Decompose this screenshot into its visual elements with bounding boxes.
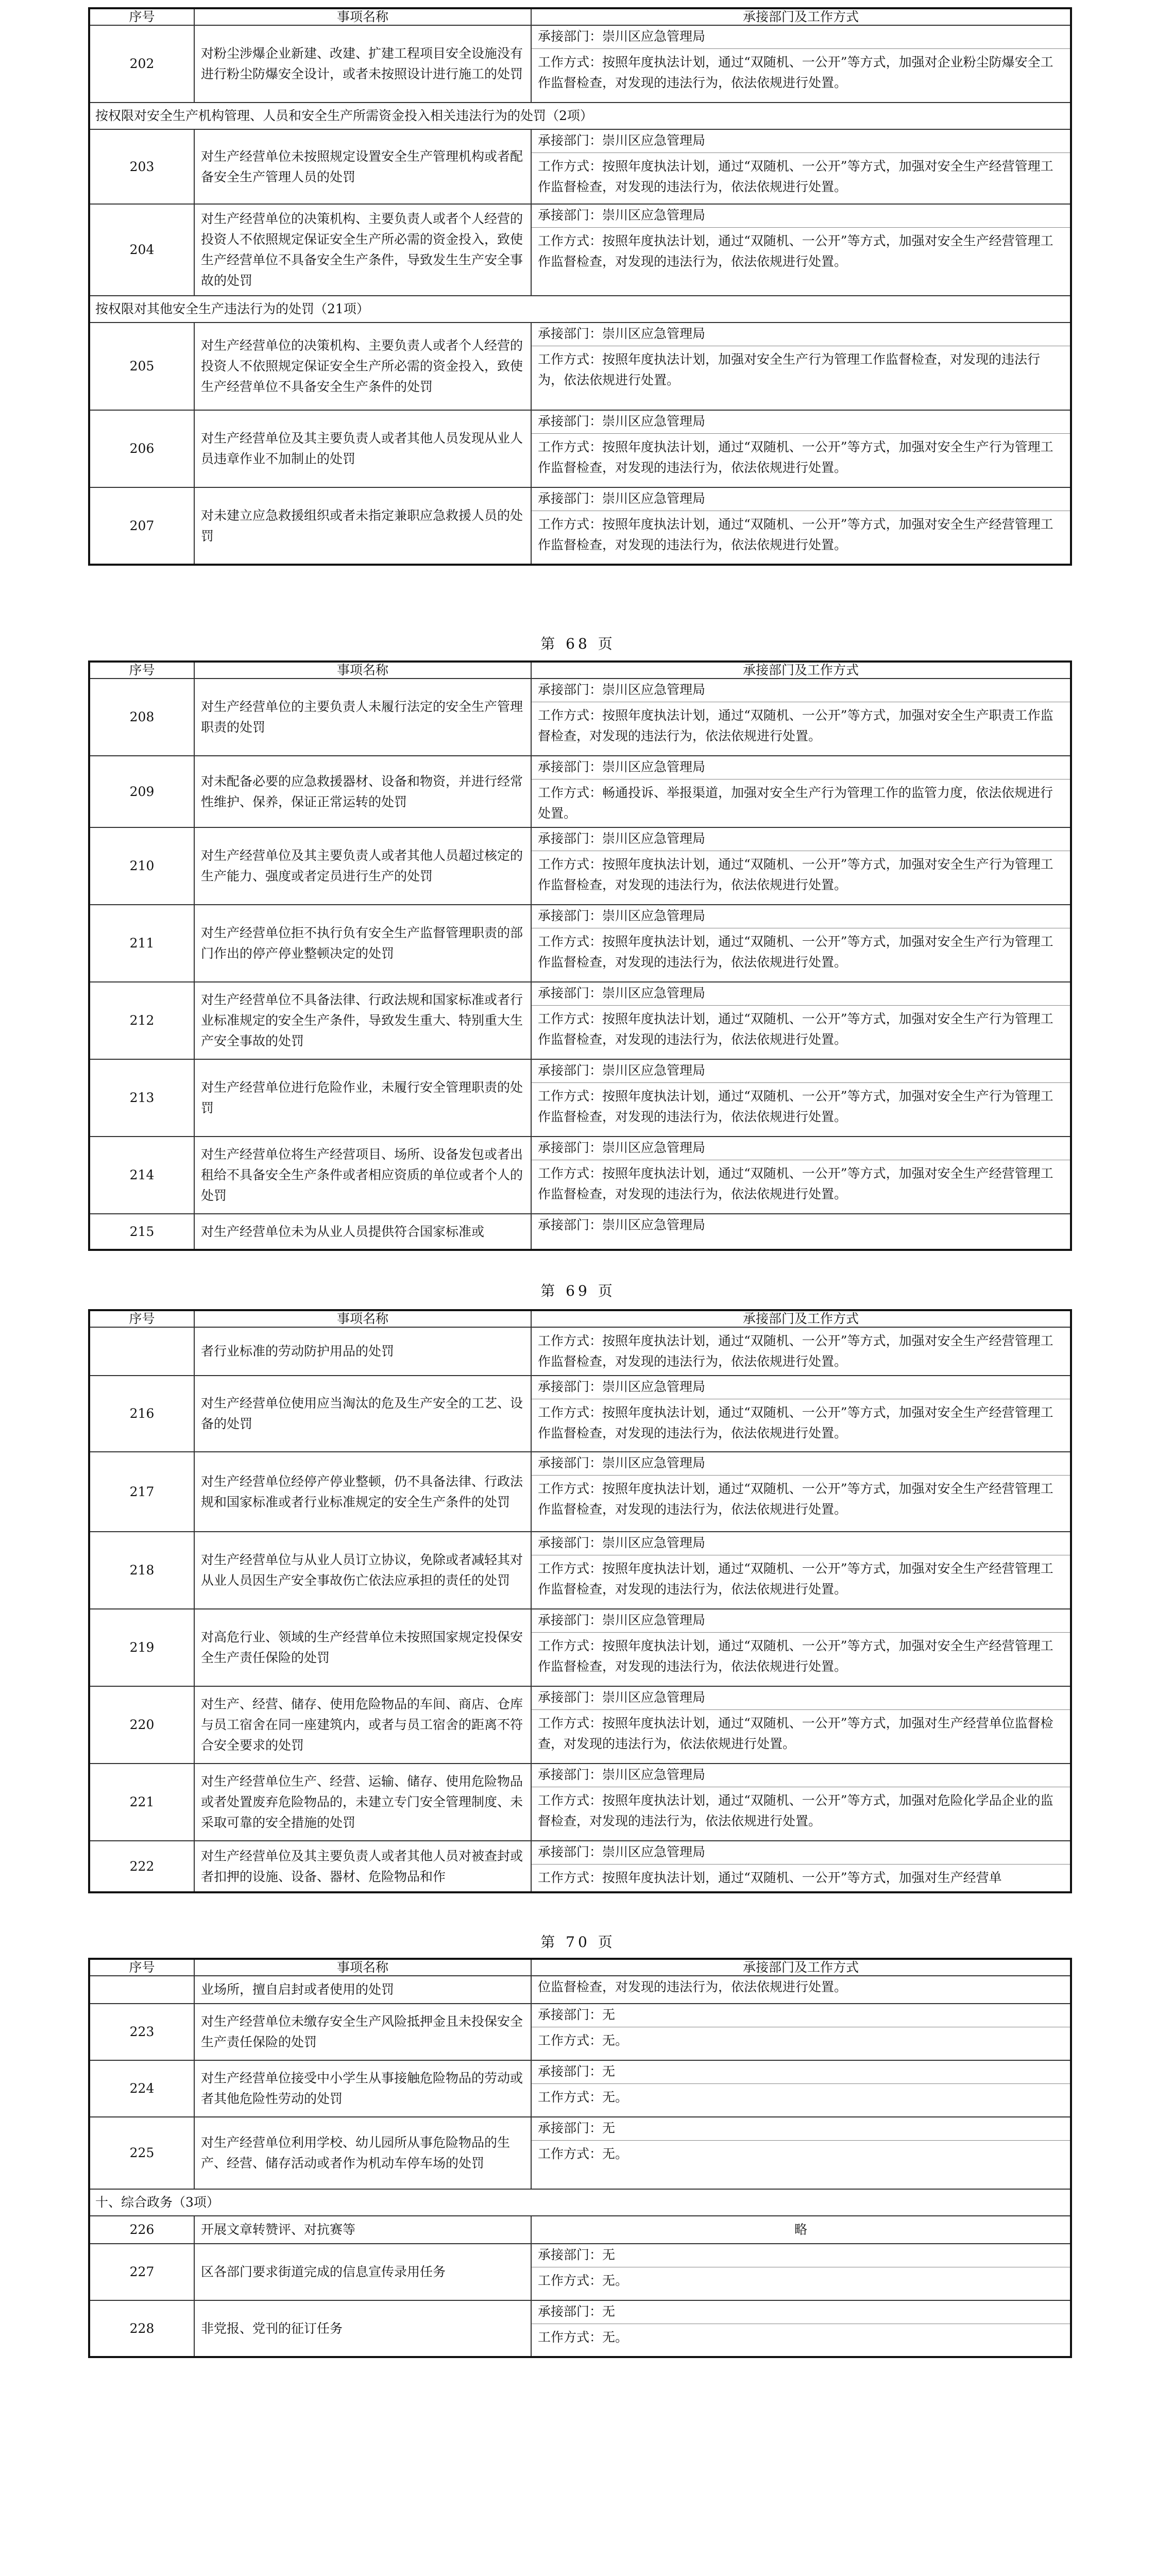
dept-unit: 承接部门：崇川区应急管理局 [532, 1687, 1070, 1710]
dept-omitted: 略 [531, 2216, 1071, 2244]
dept-cell [531, 2117, 1071, 2189]
page-69-body [89, 679, 1071, 1250]
page-no: 70 [566, 1934, 590, 1951]
page-68-table [88, 7, 1072, 566]
work-method: 工作方式：按照年度执法计划，通过“双随机、一公开”等方式，加强对安全生产经营管理工作监督检查，对发现的违法行为，依法依规进行处置。 [538, 517, 1053, 552]
section-title: 按权限对安全生产机构管理、人员和安全生产所需资金投入相关违法行为的处罚（2项） [89, 103, 1071, 129]
page-70-table [88, 1309, 1072, 1893]
table-row [89, 2244, 1071, 2300]
work-method: 工作方式：按照年度执法计划，通过“双随机、一公开”等方式，加强对生产经营单 [538, 1870, 1002, 1885]
item-name: 对生产经营单位生产、经营、运输、储存、使用危险物品或者处置废弃危险物品的，未建立专门安全管理制度、未采取可靠的安全措施的处罚 [194, 1764, 531, 1841]
dept-cell [531, 204, 1071, 296]
table-row [89, 2216, 1071, 2244]
header-row [89, 662, 1071, 679]
row-number: 219 [89, 1609, 194, 1686]
section-row [89, 2189, 1071, 2216]
dept-unit: 承接部门：崇川区应急管理局 [538, 1217, 706, 1232]
dept-unit: 承接部门：崇川区应急管理局 [532, 205, 1070, 228]
table-row [89, 1609, 1071, 1686]
item-name: 对生产经营单位与从业人员订立协议，免除或者减轻其对从业人员因生产安全事故伤亡依法应承担的责任的处罚 [194, 1532, 531, 1609]
page-no: 68 [566, 635, 590, 652]
table-row [89, 129, 1071, 204]
header-name: 事项名称 [194, 1310, 531, 1327]
table-row [89, 1686, 1071, 1764]
header-num: 序号 [89, 8, 194, 25]
item-name: 业场所，擅自启封或者使用的处罚 [194, 1976, 531, 2004]
dept-unit: 承接部门：崇川区应急管理局 [532, 982, 1070, 1006]
table-row [89, 679, 1071, 756]
table-row [89, 1376, 1071, 1452]
row-number [89, 1327, 194, 1376]
dept-cell [531, 1137, 1071, 1214]
item-name: 开展文章转赞评、对抗赛等 [194, 2216, 531, 2244]
item-name: 对生产经营单位不具备法律、行政法规和国家标准或者行业标准规定的安全生产条件，导致发生重大、特别重大生产安全事故的处罚 [194, 982, 531, 1059]
dept-unit: 承接部门：崇川区应急管理局 [532, 1137, 1070, 1160]
dept-cell [531, 1609, 1071, 1686]
page-no: 69 [566, 1282, 590, 1299]
table-row [89, 1327, 1071, 1376]
row-number: 207 [89, 487, 194, 565]
row-number: 213 [89, 1059, 194, 1137]
work-method: 工作方式：按照年度执法计划，通过“双随机、一公开”等方式，加强对安全生产行为管理工作监督检查，对发现的违法行为，依法依规进行处置。 [538, 1011, 1053, 1047]
table-row [89, 982, 1071, 1059]
dept-cell [531, 1976, 1071, 2004]
item-name: 对生产经营单位使用应当淘汰的危及生产安全的工艺、设备的处罚 [194, 1376, 531, 1452]
dept-unit: 承接部门：崇川区应急管理局 [532, 130, 1070, 153]
dept-cell [531, 1686, 1071, 1764]
dept-unit: 承接部门：无 [532, 2117, 1070, 2141]
dept-cell [531, 982, 1071, 1059]
dept-cell [531, 2004, 1071, 2060]
dept-cell [531, 487, 1071, 565]
row-number: 214 [89, 1137, 194, 1214]
dept-unit: 承接部门：崇川区应急管理局 [532, 1764, 1070, 1787]
table-row [89, 204, 1071, 296]
dept-unit: 承接部门：崇川区应急管理局 [532, 828, 1070, 851]
row-number: 202 [89, 25, 194, 103]
row-number: 204 [89, 204, 194, 296]
work-method: 工作方式：无。 [538, 2090, 628, 2105]
dept-cell [531, 1841, 1071, 1892]
work-method: 工作方式：按照年度执法计划，通过“双随机、一公开”等方式，加强对安全生产经营管理工作监督检查，对发现的违法行为，依法依规进行处置。 [538, 233, 1053, 269]
table-row [89, 827, 1071, 905]
row-number: 228 [89, 2300, 194, 2357]
work-method: 工作方式：按照年度执法计划，通过“双随机、一公开”等方式，加强对安全生产经营管理工作监督检查，对发现的违法行为，依法依规进行处置。 [538, 159, 1053, 194]
dept-unit: 承接部门：无 [532, 2244, 1070, 2267]
item-name: 对高危行业、领域的生产经营单位未按照国家规定投保安全生产责任保险的处罚 [194, 1609, 531, 1686]
header-row [89, 1310, 1071, 1327]
work-method: 工作方式：按照年度执法计划，通过“双随机、一公开”等方式，加强对安全生产经营管理工作监督检查，对发现的违法行为，依法依规进行处置。 [538, 1638, 1053, 1674]
item-name: 对粉尘涉爆企业新建、改建、扩建工程项目安全设施没有进行粉尘防爆安全设计，或者未按照设计进行施工的处罚 [194, 25, 531, 103]
item-name: 对生产经营单位经停产停业整顿，仍不具备法律、行政法规和国家标准或者行业标准规定的安全生产条件的处罚 [194, 1452, 531, 1532]
row-number: 226 [89, 2216, 194, 2244]
dept-cell [531, 905, 1071, 982]
work-method: 工作方式：无。 [538, 2033, 628, 2048]
table-row [89, 2300, 1071, 2357]
table-row [89, 323, 1071, 410]
work-method: 工作方式：按照年度执法计划，通过“双随机、一公开”等方式，加强对安全生产行为管理工作监督检查，对发现的违法行为，依法依规进行处置。 [538, 934, 1053, 970]
dept-unit: 承接部门：崇川区应急管理局 [532, 411, 1070, 434]
dept-unit: 承接部门：崇川区应急管理局 [532, 1841, 1070, 1865]
row-number: 224 [89, 2060, 194, 2117]
item-name: 对生产经营单位及其主要负责人或者其他人员发现从业人员违章作业不加制止的处罚 [194, 410, 531, 487]
table-row [89, 905, 1071, 982]
table-row [89, 1764, 1071, 1841]
work-method: 工作方式：无。 [538, 2146, 628, 2161]
dept-unit: 承接部门：崇川区应急管理局 [532, 1060, 1070, 1083]
dept-cell [531, 1214, 1071, 1250]
table-row [89, 2004, 1071, 2060]
item-name: 对未建立应急救援组织或者未指定兼职应急救援人员的处罚 [194, 487, 531, 565]
section-row [89, 296, 1071, 323]
table-row [89, 1976, 1071, 2004]
table-row [89, 1059, 1071, 1137]
page-69-table [88, 660, 1072, 1251]
table-row [89, 756, 1071, 827]
item-name: 对生产经营单位的主要负责人未履行法定的安全生产管理职责的处罚 [194, 679, 531, 756]
header-name: 事项名称 [194, 662, 531, 679]
work-method: 工作方式：按照年度执法计划，加强对安全生产行为管理工作监督检查，对发现的违法行为，依法依规进行处置。 [538, 352, 1041, 387]
item-name: 对生产经营单位拒不执行负有安全生产监督管理职责的部门作出的停产停业整顿决定的处罚 [194, 905, 531, 982]
work-method: 工作方式：按照年度执法计划，通过“双随机、一公开”等方式，加强对安全生产经营管理工作监督检查，对发现的违法行为，依法依规进行处置。 [538, 1333, 1053, 1369]
row-number: 210 [89, 827, 194, 905]
item-name: 对生产经营单位利用学校、幼儿园所从事危险物品的生产、经营、储存活动或者作为机动车停车场的处罚 [194, 2117, 531, 2189]
dept-unit: 承接部门：崇川区应急管理局 [532, 26, 1070, 49]
header-dept: 承接部门及工作方式 [531, 1959, 1071, 1976]
dept-unit: 承接部门：崇川区应急管理局 [532, 905, 1070, 928]
dept-unit: 承接部门：崇川区应急管理局 [532, 488, 1070, 511]
row-number: 215 [89, 1214, 194, 1250]
work-method: 工作方式：按照年度执法计划，通过“双随机、一公开”等方式，加强对安全生产职责工作监督检查，对发现的违法行为，依法依规进行处置。 [538, 708, 1053, 743]
header-num: 序号 [89, 662, 194, 679]
row-number: 225 [89, 2117, 194, 2189]
header-name: 事项名称 [194, 1959, 531, 1976]
item-name: 区各部门要求街道完成的信息宣传录用任务 [194, 2244, 531, 2300]
item-name: 对生产经营单位将生产经营项目、场所、设备发包或者出租给不具备安全生产条件或者相应资质的单位或者个人的处罚 [194, 1137, 531, 1214]
dept-unit: 承接部门：崇川区应急管理局 [532, 1609, 1070, 1633]
dept-unit: 承接部门：崇川区应急管理局 [532, 1452, 1070, 1476]
header-dept: 承接部门及工作方式 [531, 662, 1071, 679]
header-dept: 承接部门及工作方式 [531, 1310, 1071, 1327]
table-row [89, 2117, 1071, 2189]
dept-cell [531, 2060, 1071, 2117]
dept-cell [531, 1327, 1071, 1376]
dept-cell [531, 1764, 1071, 1841]
table-row [89, 1137, 1071, 1214]
dept-cell [531, 129, 1071, 204]
page-number-70 [0, 1931, 1156, 1952]
page-71-body [89, 1976, 1071, 2357]
section-row [89, 103, 1071, 129]
item-name: 对生产经营单位及其主要负责人或者其他人员对被查封或者扣押的设施、设备、器材、危险物品和作 [194, 1841, 531, 1892]
dept-cell [531, 1452, 1071, 1532]
page-68-body [89, 25, 1071, 565]
work-method: 工作方式：按照年度执法计划，通过“双随机、一公开”等方式，加强对企业粉尘防爆安全工作监督检查，对发现的违法行为，依法依规进行处置。 [538, 55, 1053, 90]
work-method: 工作方式：按照年度执法计划，通过“双随机、一公开”等方式，加强对危险化学品企业的监督检查，对发现的违法行为，依法依规进行处置。 [538, 1793, 1053, 1828]
header-dept: 承接部门及工作方式 [531, 8, 1071, 25]
page-post: 页 [598, 1934, 616, 1951]
row-number: 217 [89, 1452, 194, 1532]
table-row [89, 1841, 1071, 1892]
work-method: 工作方式：按照年度执法计划，通过“双随机、一公开”等方式，加强对安全生产行为管理工作监督检查，对发现的违法行为，依法依规进行处置。 [538, 439, 1053, 475]
dept-cell [531, 323, 1071, 410]
row-number: 222 [89, 1841, 194, 1892]
work-method: 工作方式：畅通投诉、举报渠道，加强对安全生产行为管理工作的监管力度，依法依规进行处置。 [538, 785, 1053, 821]
table-row [89, 487, 1071, 565]
section-title: 按权限对其他安全生产违法行为的处罚（21项） [89, 296, 1071, 323]
dept-unit: 承接部门：崇川区应急管理局 [532, 756, 1070, 779]
dept-unit: 承接部门：崇川区应急管理局 [532, 323, 1070, 346]
item-name: 对生产、经营、储存、使用危险物品的车间、商店、仓库与员工宿舍在同一座建筑内，或者与员工宿舍的距离不符合安全要求的处罚 [194, 1686, 531, 1764]
dept-cell [531, 679, 1071, 756]
item-name: 对生产经营单位的决策机构、主要负责人或者个人经营的投资人不依照规定保证安全生产所必需的资金投入，致使生产经营单位不具备安全生产条件，导致发生生产安全事故的处罚 [194, 204, 531, 296]
row-number: 221 [89, 1764, 194, 1841]
table-row [89, 410, 1071, 487]
work-method: 工作方式：按照年度执法计划，通过“双随机、一公开”等方式，加强对安全生产经营管理工作监督检查，对发现的违法行为，依法依规进行处置。 [538, 1166, 1053, 1201]
dept-cell [531, 1059, 1071, 1137]
dept-unit: 承接部门：无 [532, 2061, 1070, 2084]
dept-unit: 承接部门：无 [532, 2004, 1070, 2027]
row-number: 208 [89, 679, 194, 756]
work-method: 工作方式：按照年度执法计划，通过“双随机、一公开”等方式，加强对安全生产经营管理工作监督检查，对发现的违法行为，依法依规进行处置。 [538, 1561, 1053, 1597]
page-number-68 [0, 633, 1156, 653]
dept-unit: 承接部门：崇川区应急管理局 [532, 1532, 1070, 1555]
header-name: 事项名称 [194, 8, 531, 25]
work-method: 工作方式：按照年度执法计划，通过“双随机、一公开”等方式，加强对安全生产行为管理工作监督检查，对发现的违法行为，依法依规进行处置。 [538, 857, 1053, 892]
row-number: 220 [89, 1686, 194, 1764]
page-pre: 第 [540, 1934, 558, 1951]
header-row [89, 1959, 1071, 1976]
dept-cell [531, 827, 1071, 905]
work-method: 工作方式：无。 [538, 2273, 628, 2288]
dept-cell [531, 756, 1071, 827]
table-row [89, 1532, 1071, 1609]
work-method: 工作方式：按照年度执法计划，通过“双随机、一公开”等方式，加强对生产经营单位监督检查，对发现的违法行为，依法依规进行处置。 [538, 1716, 1053, 1751]
dept-cell [531, 1376, 1071, 1452]
item-name: 对生产经营单位未为从业人员提供符合国家标准或 [194, 1214, 531, 1250]
work-method: 工作方式：按照年度执法计划，通过“双随机、一公开”等方式，加强对安全生产行为管理工作监督检查，对发现的违法行为，依法依规进行处置。 [538, 1089, 1053, 1124]
work-method: 工作方式：无。 [538, 2330, 628, 2345]
row-number: 218 [89, 1532, 194, 1609]
page-pre: 第 [540, 635, 558, 652]
row-number: 205 [89, 323, 194, 410]
row-number: 216 [89, 1376, 194, 1452]
header-num: 序号 [89, 1310, 194, 1327]
row-number: 206 [89, 410, 194, 487]
page-post: 页 [598, 1282, 616, 1299]
dept-cell [531, 25, 1071, 103]
row-number: 212 [89, 982, 194, 1059]
page-71-table [88, 1958, 1072, 2358]
item-name: 非党报、党刊的征订任务 [194, 2300, 531, 2357]
row-number: 211 [89, 905, 194, 982]
page-post: 页 [598, 635, 616, 652]
dept-cell [531, 410, 1071, 487]
row-number: 223 [89, 2004, 194, 2060]
page-number-69 [0, 1280, 1156, 1300]
row-number: 227 [89, 2244, 194, 2300]
header-num: 序号 [89, 1959, 194, 1976]
item-name: 对生产经营单位及其主要负责人或者其他人员超过核定的生产能力、强度或者定员进行生产的处罚 [194, 827, 531, 905]
work-method: 工作方式：按照年度执法计划，通过“双随机、一公开”等方式，加强对安全生产经营管理工作监督检查，对发现的违法行为，依法依规进行处置。 [538, 1481, 1053, 1517]
row-number: 203 [89, 129, 194, 204]
header-row [89, 8, 1071, 25]
table-row [89, 25, 1071, 103]
page-71-table-wrap [88, 1958, 1070, 2358]
dept-unit: 承接部门：无 [532, 2301, 1070, 2324]
item-name: 对生产经营单位未按照规定设置安全生产管理机构或者配备安全生产管理人员的处罚 [194, 129, 531, 204]
table-row [89, 1214, 1071, 1250]
work-method: 工作方式：按照年度执法计划，通过“双随机、一公开”等方式，加强对安全生产经营管理工作监督检查，对发现的违法行为，依法依规进行处置。 [538, 1405, 1053, 1440]
dept-cell [531, 2300, 1071, 2357]
dept-cell [531, 2244, 1071, 2300]
dept-cell [531, 1532, 1071, 1609]
row-number [89, 1976, 194, 2004]
table-row [89, 1452, 1071, 1532]
dept-unit: 承接部门：崇川区应急管理局 [532, 679, 1070, 702]
dept-unit: 承接部门：崇川区应急管理局 [532, 1376, 1070, 1399]
page-pre: 第 [540, 1282, 558, 1299]
item-name: 对生产经营单位的决策机构、主要负责人或者个人经营的投资人不依照规定保证安全生产所必需的资金投入，致使生产经营单位不具备安全生产条件的处罚 [194, 323, 531, 410]
item-name: 对生产经营单位未缴存安全生产风险抵押金且未投保安全生产责任保险的处罚 [194, 2004, 531, 2060]
section-title: 十、综合政务（3项） [89, 2189, 1071, 2216]
item-name: 对生产经营单位进行危险作业，未履行安全管理职责的处罚 [194, 1059, 531, 1137]
page-70-table-wrap [88, 1309, 1070, 1893]
row-number: 209 [89, 756, 194, 827]
item-name: 者行业标准的劳动防护用品的处罚 [194, 1327, 531, 1376]
dept-unit: 位监督检查，对发现的违法行为，依法依规进行处置。 [538, 1979, 847, 1994]
item-name: 对生产经营单位接受中小学生从事接触危险物品的劳动或者其他危险性劳动的处罚 [194, 2060, 531, 2117]
table-row [89, 2060, 1071, 2117]
item-name: 对未配备必要的应急救援器材、设备和物资，并进行经常性维护、保养，保证正常运转的处罚 [194, 756, 531, 827]
page-69-table-wrap [88, 660, 1070, 1251]
page-70-body [89, 1327, 1071, 1892]
page-68-table-wrap [88, 7, 1070, 566]
